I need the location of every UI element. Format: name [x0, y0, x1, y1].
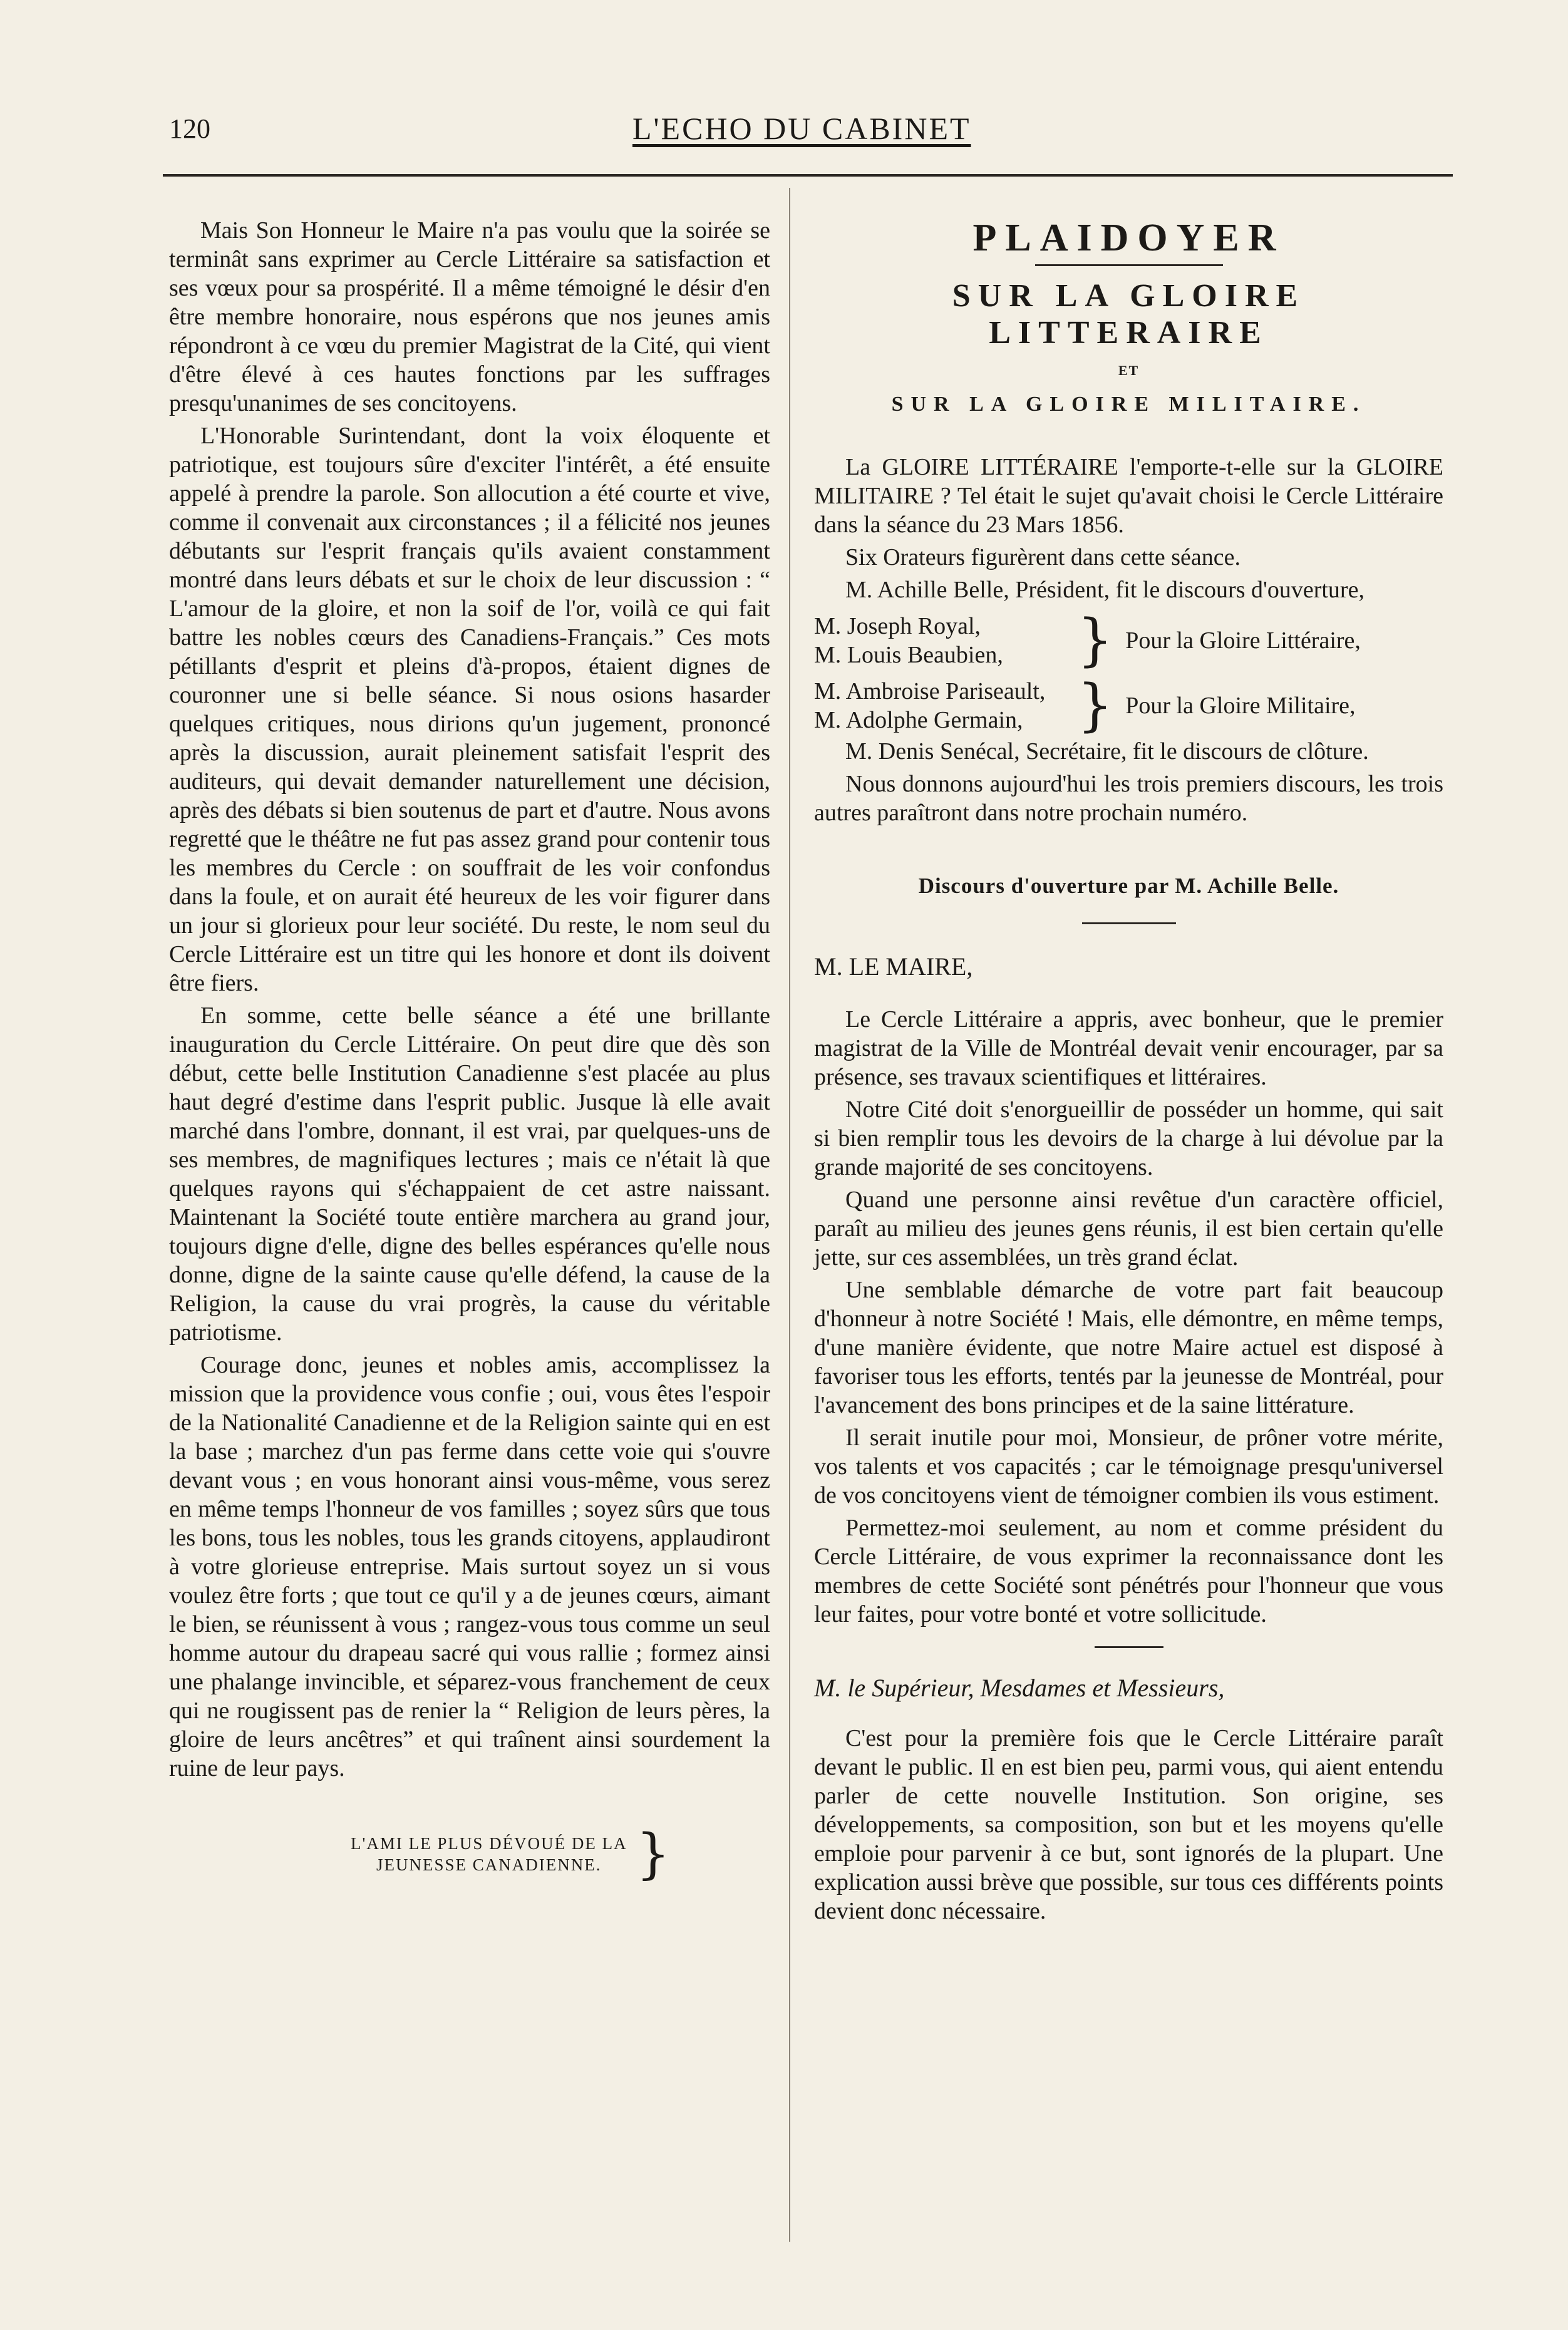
salutation-mayor: M. LE MAIRE,	[814, 952, 973, 981]
speech-paragraph-6: Permettez-moi seulement, au nom et comme président du Cercle Littéraire, de vous exprimer la reconnaissance dont les membres de cette Société sont pénétrés pour l'honneur que vous leur faites, pour votre bonté et votre sollicitude.	[814, 1515, 1443, 1627]
speaker-name: M. Adolphe Germain,	[814, 707, 1023, 733]
left-paragraph-1: Mais Son Honneur le Maire n'a pas voulu que la soirée se terminât sans exprimer au Cercle Littéraire sa satisfaction et ses vœux pour sa prospérité. Il a même témoigné le désir d'en être membre honoraire, nous espérons que nos jeunes amis répondront à ce vœu du premier Magistrat de la Cité, qui vient d'être élevé à ces hautes fonctions par les suffrages presqu'unanimes de ses concitoyens.	[169, 217, 770, 416]
section-rule	[1082, 922, 1176, 924]
section-rule	[1095, 1646, 1163, 1648]
speech-heading: Discours d'ouverture par M. Achille Belle.	[918, 874, 1339, 898]
speech-paragraph-5: Il serait inutile pour moi, Monsieur, de prôner votre mérite, vos talents et vos capacités ; car le témoignage presqu'universel de vos concitoyens vient de témoigner combien ils vous estiment.	[814, 1425, 1443, 1508]
right-column	[814, 216, 1443, 1925]
final-paragraph: C'est pour la première fois que le Cercle Littéraire paraît devant le public. Il en est bien peu, parmi vous, qui aient entendu parler de cette nouvelle Institution. Son origine, ses développements, sa composition, son but et les moyens qu'elle emploie pour parvenir à ce but, sont ignorés de la plupart. Une explication aussi brève que possible, sur tous ces différents points devient donc nécessaire.	[814, 1725, 1443, 1924]
speaker-name: M. Ambroise Pariseault,	[814, 678, 1046, 704]
speaker-name: M. Joseph Royal,	[814, 613, 981, 639]
signature-brace: }	[636, 1823, 672, 1885]
heading-rule	[1035, 264, 1223, 266]
left-column	[169, 216, 770, 1885]
running-title: L'ECHO DU CABINET	[632, 111, 971, 146]
article-subheading-1: SUR LA GLOIRE LITTERAIRE	[952, 278, 1306, 351]
article-conjunction: ET	[1118, 363, 1140, 378]
speakers-brace: }	[1077, 673, 1113, 738]
after-paragraph-2: Nous donnons aujourd'hui les trois premiers discours, les trois autres paraîtront dans notre prochain numéro.	[814, 771, 1443, 826]
signature-block	[351, 1823, 770, 1885]
column-divider	[789, 188, 790, 2242]
speakers-brace: }	[1077, 607, 1113, 673]
speakers-literary	[814, 607, 1443, 673]
speakers-military	[814, 673, 1443, 738]
speaker-names	[814, 612, 1077, 669]
left-paragraph-3: En somme, cette belle séance a été une brillante inauguration du Cercle Littéraire. On peut dire que dès son début, cette belle Institution Canadienne s'est placée au plus haut degré d'estime dans l'esprit public. Jusque là elle avait marché dans l'ombre, donnant, il est vrai, par quelques-uns de ses membres, de magnifiques lectures ; mais ce n'était là que quelques rayons qui s'échappaient de cet astre naissant. Maintenant la Société toute entière marchera au grand jour, toujours digne d'elle, digne des belles espérances qu'elle nous donne, digne de la sainte cause qu'elle défend, la cause de la Religion, la cause du vrai progrès, la cause du véritable patriotisme.	[169, 1003, 770, 1346]
article-subheading-2: SUR LA GLOIRE MILITAIRE.	[891, 393, 1366, 416]
speech-paragraph-4: Une semblable démarche de votre part fait beaucoup d'honneur à notre Société ! Mais, elle démontre, en même temps, d'une manière évidente, que notre Maire actuel est disposé à favoriser tous les efforts, tentés par la jeunesse de Montréal, pour l'avancement des bons principes et de la saine littérature.	[814, 1277, 1443, 1418]
header-rule	[163, 174, 1453, 177]
speaker-names	[814, 677, 1077, 735]
speaker-name: M. Louis Beaubien,	[814, 642, 1003, 668]
page-number: 120	[169, 113, 210, 144]
speech-paragraph-1: Le Cercle Littéraire a appris, avec bonheur, que le premier magistrat de la Ville de Montréal devait venir encourager, par sa présence, ses travaux scientifiques et littéraires.	[814, 1006, 1443, 1090]
speakers-side: Pour la Gloire Militaire,	[1125, 693, 1356, 719]
speakers-side: Pour la Gloire Littéraire,	[1125, 627, 1361, 654]
intro-paragraph-2: Six Orateurs figurèrent dans cette séance.	[845, 544, 1240, 570]
speech-paragraph-3: Quand une personne ainsi revêtue d'un caractère officiel, paraît au milieu des jeunes gens réunis, il est bien certain qu'elle jette, sur ces assemblées, un très grand éclat.	[814, 1187, 1443, 1271]
intro-paragraph-1: La GLOIRE LITTÉRAIRE l'emporte-t-elle sur la GLOIRE MILITAIRE ? Tel était le sujet qu'avait choisi le Cercle Littéraire dans la séance du 23 Mars 1856.	[814, 454, 1443, 538]
signature-text	[351, 1833, 627, 1875]
signature-line-2: JEUNESSE CANADIENNE.	[376, 1855, 602, 1874]
salutation-audience: M. le Supérieur, Mesdames et Messieurs,	[814, 1674, 1225, 1702]
article-heading: PLAIDOYER	[972, 217, 1285, 259]
speech-paragraph-2: Notre Cité doit s'enorgueillir de posséder un homme, qui sait si bien remplir tous les devoirs de la charge à lui dévolue par la grande majorité de ses concitoyens.	[814, 1096, 1443, 1180]
intro-paragraph-3: M. Achille Belle, Président, fit le discours d'ouverture,	[845, 577, 1364, 603]
left-paragraph-4: Courage donc, jeunes et nobles amis, accomplissez la mission que la providence vous confie ; oui, vous êtes l'espoir de la Nationalité Canadienne et de la Religion sainte qui en est la base ; marchez d'un pas ferme dans cette voie qui s'ouvre devant vous ; en vous honorant ainsi vous-même, vous serez en même temps l'honneur de vos familles ; soyez sûrs que tous les bons, tous les nobles, tous les grands citoyens, applaudiront à votre glorieuse entreprise. Mais surtout soyez un si vous voulez être forts ; que tout ce qu'il y a de jeunes cœurs, aimant le bien, se réunissent à vous ; rangez-vous tous comme un seul homme autour du drapeau sacré qui vous rallie ; formez ainsi une phalange invincible, et séparez-vous franchement de ceux qui ne rougissent pas de renier la “ Religion de leurs pères, la gloire de leurs ancêtres” et qui traînent ainsi sourdement la ruine de leur pays.	[169, 1352, 770, 1781]
after-paragraph-1: M. Denis Senécal, Secrétaire, fit le discours de clôture.	[845, 738, 1369, 765]
signature-line-1: L'AMI LE PLUS DÉVOUÉ DE LA	[351, 1834, 627, 1853]
left-paragraph-2: L'Honorable Surintendant, dont la voix éloquente et patriotique, est toujours sûre d'exciter l'intérêt, a été ensuite appelé à prendre la parole. Son allocution a été courte et vive, comme il convenait aux circonstances ; il a félicité nos jeunes débutants sur l'esprit français qu'ils avaient constamment montré dans leurs débats et sur le choix de leur discussion : “ L'amour de la gloire, et non la soif de l'or, voilà ce qui fait battre les nobles cœurs des Canadiens-Français.” Ces mots pétillants d'esprit et pleins d'à-propos, étaient dignes de couronner une si belle séance. Si nous osions hasarder quelques critiques, nous dirions qu'un jugement, prononcé après la discussion, aurait pleinement satisfait l'esprit des auditeurs, qui devait demander naturellement une décision, après des débats si bien soutenus de part et d'autre. Nous avons regretté que le théâtre ne fut pas assez grand pour contenir tous les membres du Cercle : on souffrait de les voir confondus dans la foule, et on aurait été heureux de les voir figurer dans un jour si glorieux pour leur société. Du reste, le nom seul du Cercle Littéraire est un titre qui les honore et dont ils doivent être fiers.	[169, 423, 770, 996]
